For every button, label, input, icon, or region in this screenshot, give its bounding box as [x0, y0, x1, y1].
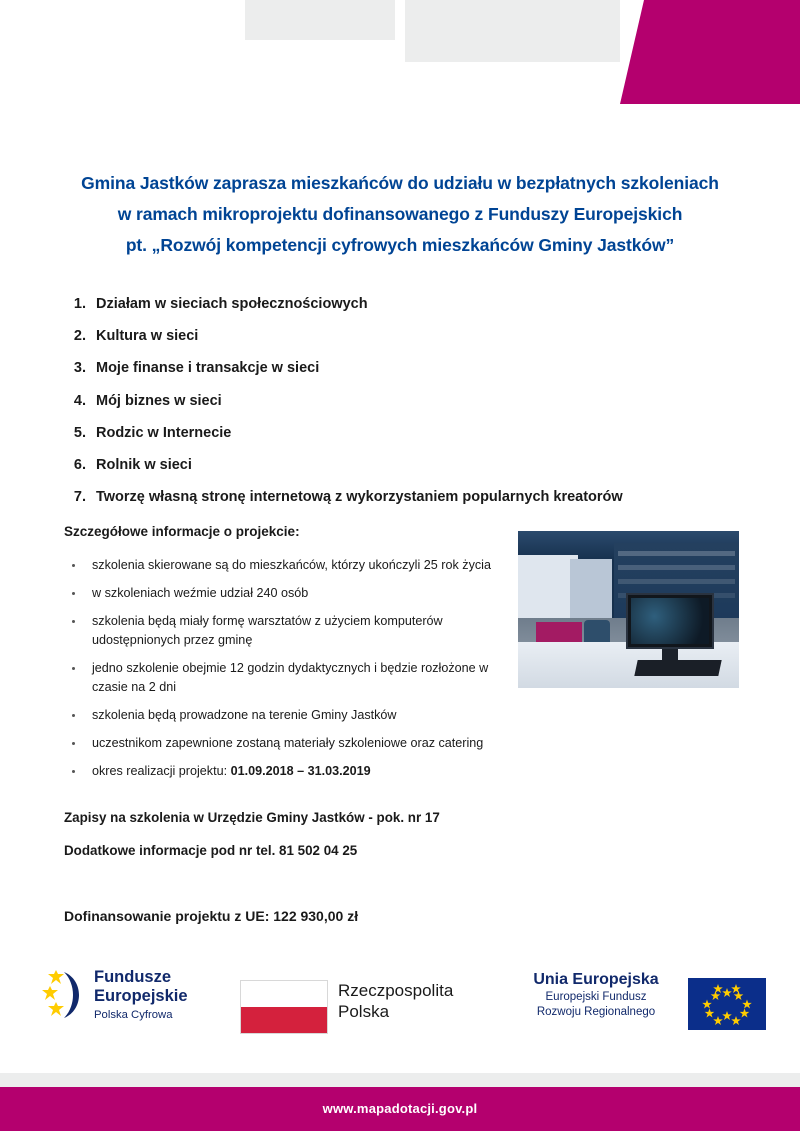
list-item-number: 4.: [73, 392, 86, 409]
photo-monitor-screen: [631, 598, 709, 644]
details-heading: Szczegółowe informacje o projekcie:: [64, 524, 300, 539]
top-decoration: [0, 0, 800, 130]
list-item: uczestnikom zapewnione zostaną materiały szkoleniowe oraz catering: [64, 734, 514, 753]
list-item-label: Moje finanse i transakcje w sieci: [96, 360, 320, 377]
list-item: szkolenia będą prowadzone na terenie Gminy Jastków: [64, 706, 514, 725]
list-item-label: Rolnik w sieci: [96, 457, 192, 474]
project-period-value: 01.09.2018 – 31.03.2019: [230, 764, 371, 778]
photo-monitor: [626, 593, 714, 649]
european-union-logo: [516, 968, 766, 1042]
list-item: [64, 762, 514, 781]
poland-flag-icon: [240, 980, 328, 1034]
headline-line-2: w ramach mikroprojektu dofinansowanego z Funduszy Europejskich: [117, 204, 683, 224]
headline-line-3: pt. „Rozwój kompetencji cyfrowych mieszkańców Gminy Jastków”: [125, 235, 675, 255]
decor-grey-block-2: [405, 0, 620, 62]
computer-workstation-photo: [518, 531, 739, 688]
list-item: [62, 481, 762, 513]
funding-amount: Dofinansowanie projektu z UE: 122 930,00 zł: [64, 908, 359, 924]
eu-funds-line-1: Fundusze: [94, 968, 171, 986]
list-item: [62, 288, 762, 320]
project-period-label: okres realizacji projektu:: [92, 764, 231, 778]
list-item-number: 2.: [73, 328, 86, 345]
photo-keyboard: [634, 660, 721, 676]
decor-grey-block-1: [245, 0, 395, 40]
stars-icon: [42, 970, 90, 1020]
eu-funds-line-2: Europejskie: [94, 986, 188, 1005]
page-title: [0, 168, 800, 261]
course-list: [62, 288, 762, 513]
list-item: szkolenia będą miały formę warsztatów z użyciem komputerów udostępnionych przez gminę: [64, 612, 514, 650]
list-item: [62, 352, 762, 384]
phone-info: Dodatkowe informacje pod nr tel. 81 502 04 25: [64, 843, 358, 858]
flag-red-band: [241, 1007, 327, 1033]
list-item-number: 5.: [73, 424, 86, 441]
list-item: szkolenia skierowane są do mieszkańców, którzy ukończyli 25 rok życia: [64, 556, 514, 575]
eu-flag-icon: [688, 978, 766, 1030]
logo-row: [0, 968, 800, 1048]
list-item-label: Mój biznes w sieci: [96, 392, 222, 409]
eu-funds-logo: [42, 968, 252, 1042]
eu-line-2: Europejski Fundusz: [545, 991, 647, 1003]
list-item-number: 7.: [73, 489, 86, 506]
poland-logo: [240, 974, 490, 1034]
poland-logo-text: [338, 980, 453, 1022]
list-item: [62, 385, 762, 417]
footer-grey-band: [0, 1073, 800, 1087]
eu-line-3: Rozwoju Regionalnego: [536, 1006, 656, 1018]
decor-magenta-block: [620, 0, 800, 104]
list-item-number: 6.: [73, 457, 86, 474]
eu-line-1: Unia Europejska: [533, 971, 659, 988]
headline-line-1: Gmina Jastków zaprasza mieszkańców do udziału w bezpłatnych szkoleniach: [81, 173, 719, 193]
list-item: [62, 449, 762, 481]
list-item: jedno szkolenie obejmie 12 godzin dydaktycznych i będzie rozłożone w czasie na 2 dni: [64, 659, 514, 697]
list-item: w szkoleniach weźmie udział 240 osób: [64, 584, 514, 603]
poland-line-2: Polska: [338, 1002, 390, 1021]
list-item-number: 3.: [73, 360, 86, 377]
eu-logo-text: [516, 970, 676, 1020]
list-item: [62, 417, 762, 449]
signup-info: Zapisy na szkolenia w Urzędzie Gminy Jastków - pok. nr 17: [64, 810, 440, 825]
footer-bar: [0, 1087, 800, 1131]
list-item-label: Działam w sieciach społecznościowych: [96, 296, 368, 312]
list-item-number: 1.: [73, 296, 86, 312]
list-item: [62, 320, 762, 352]
footer-url-link[interactable]: www.mapadotacji.gov.pl: [322, 1101, 478, 1116]
list-item-label: Tworzę własną stronę internetową z wykorzystaniem popularnych kreatorów: [96, 489, 623, 506]
eu-funds-line-3: Polska Cyfrowa: [94, 1009, 173, 1021]
flag-white-band: [241, 981, 327, 1007]
details-bullet-list: [64, 556, 514, 790]
poland-line-1: Rzeczpospolita: [338, 981, 454, 1000]
eu-funds-logo-text: [94, 968, 188, 1021]
list-item-label: Rodzic w Internecie: [96, 424, 232, 441]
list-item-label: Kultura w sieci: [96, 328, 199, 345]
